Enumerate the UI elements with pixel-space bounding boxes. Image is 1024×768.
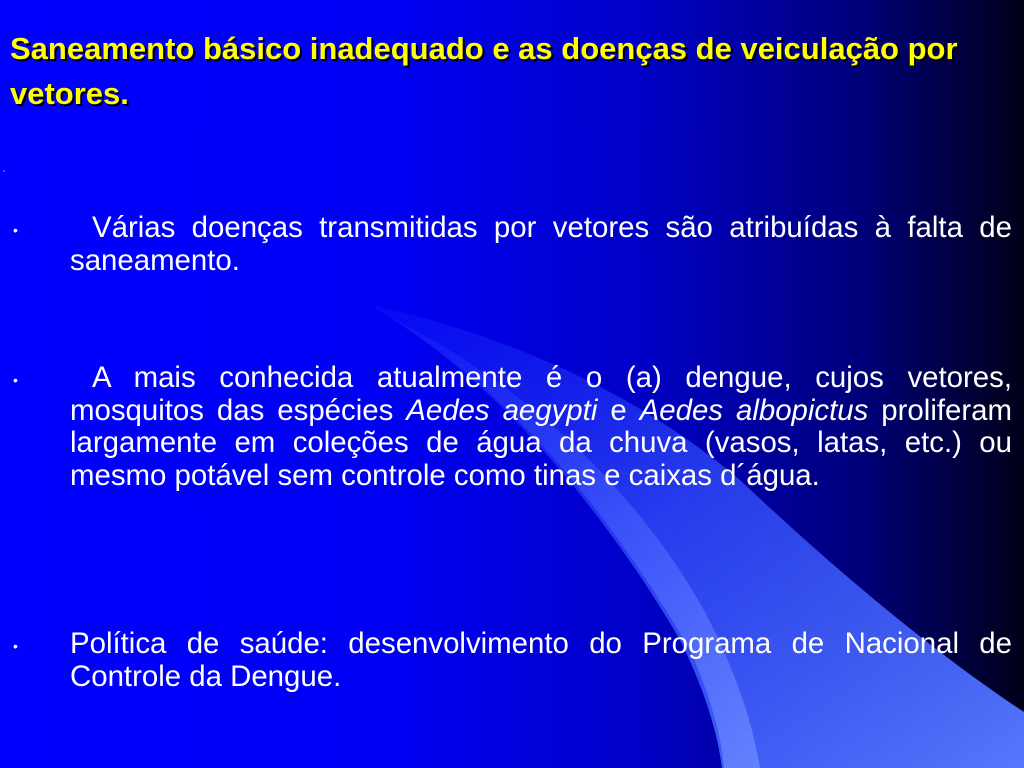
bullet-text	[70, 212, 1012, 277]
slide-title: Saneamento básico inadequado e as doenças de veiculação por vetores.	[10, 31, 958, 111]
bullet-text-content: Várias doenças transmitidas por vetores são atribuídas à falta de saneamento.	[70, 211, 1012, 277]
species-name: Aedes albopictus	[639, 393, 869, 427]
bullet-text-before: A mais conhecida atualmente é o (a) dengue, cujos vetores, mosquitos das espécies	[70, 361, 1012, 427]
bullet-dot-icon: •	[13, 222, 18, 238]
bullet-dot-icon: •	[13, 372, 18, 388]
bullet-text	[70, 628, 1012, 693]
bullet-text-between: e	[597, 393, 640, 427]
bullet-dot-icon: •	[13, 638, 18, 654]
bullet-text-content: Política de saúde: desenvolvimento do Programa de Nacional de Controle da Dengue.	[70, 627, 1012, 693]
species-name: Aedes aegypti	[406, 393, 598, 427]
bullet-text	[70, 362, 1012, 492]
bullet-text-after: proliferam largamente em coleções de água da chuva (vasos, latas, etc.) ou mesmo potável sem controle como tinas e caixas d´água.	[70, 393, 1012, 492]
